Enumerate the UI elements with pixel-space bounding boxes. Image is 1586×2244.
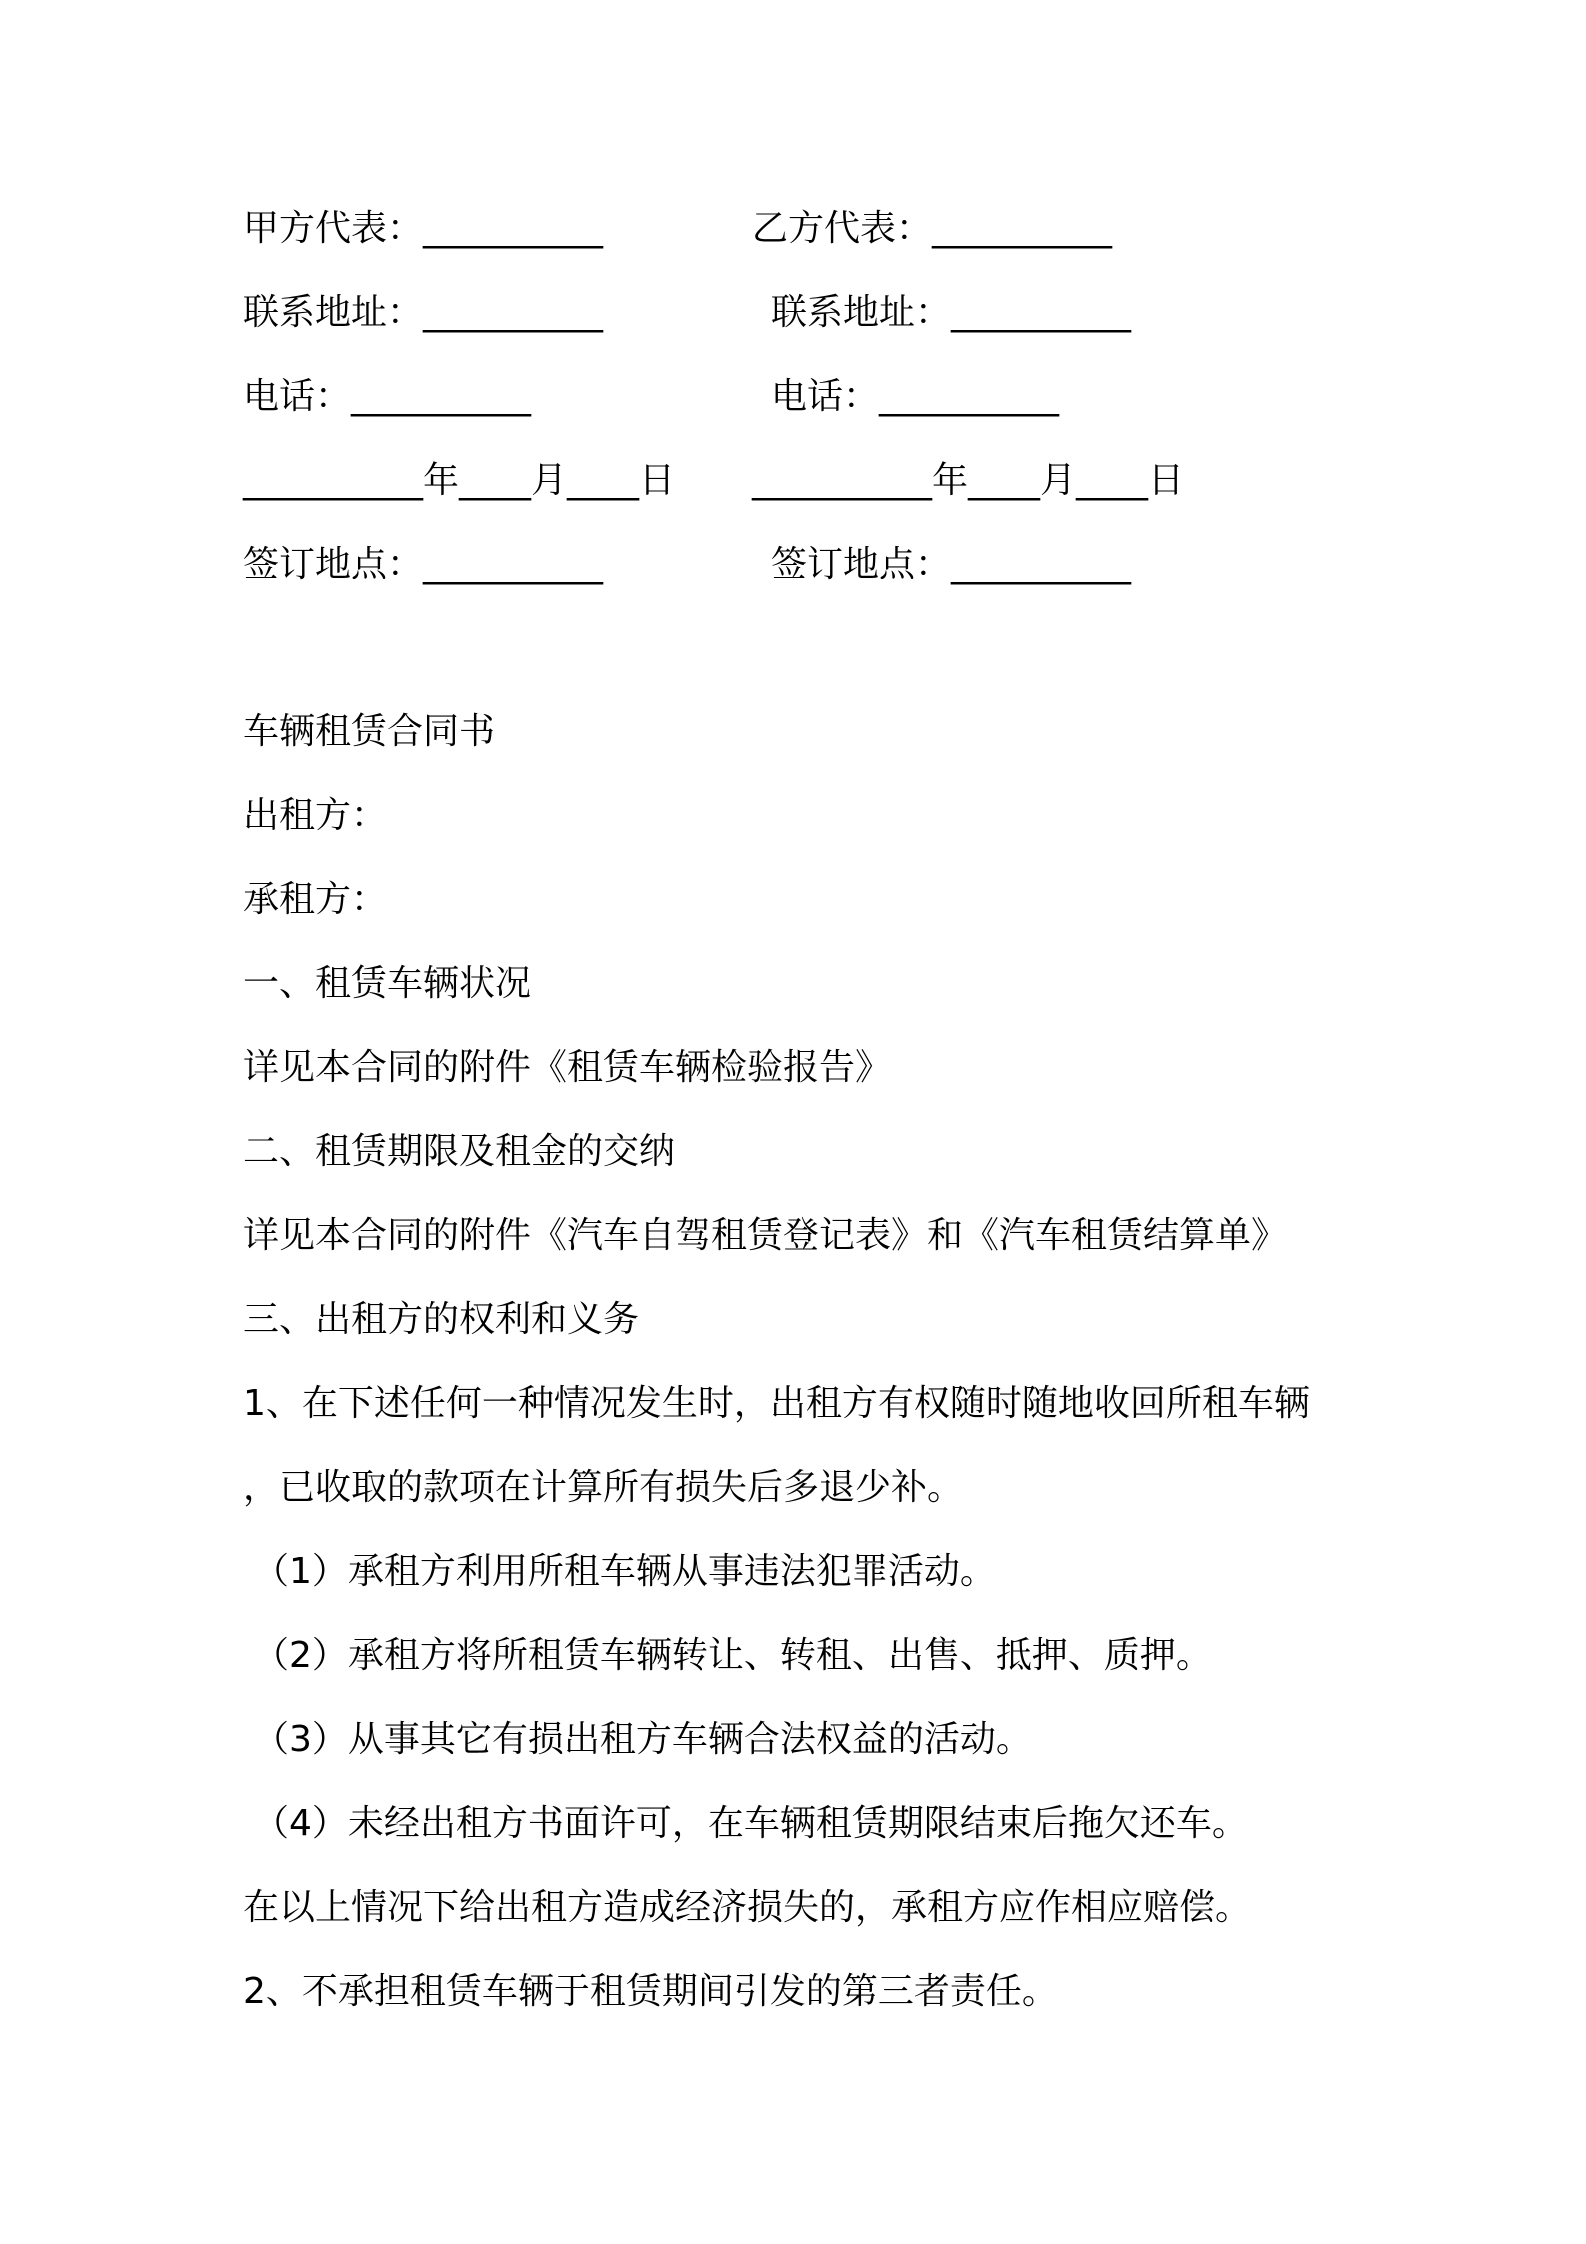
party-b-phone: 电话：__________ [771,376,1060,417]
contract-title: 车辆租赁合同书 [243,711,496,752]
lessee-label: 承租方： [243,879,388,920]
sub-item-2: （2）承租方将所租赁车辆转让、转租、出售、抵押、质押。 [253,1635,1212,1676]
party-a-date: __________年____月____日 [243,460,675,501]
item-1-line-2: ，已收取的款项在计算所有损失后多退少补。 [243,1467,964,1508]
lessor-label: 出租方： [243,795,388,836]
party-b-date: __________年____月____日 [752,460,1184,501]
section-2-text: 详见本合同的附件《汽车自驾租赁登记表》和《汽车租赁结算单》 [243,1215,1288,1256]
sub-item-4: （4）未经出租方书面许可，在车辆租赁期限结束后拖欠还车。 [253,1803,1248,1844]
party-a-representative: 甲方代表：__________ [243,208,604,249]
section-1-heading: 一、租赁车辆状况 [243,963,532,1004]
party-b-representative: 乙方代表：__________ [752,208,1113,249]
compensation-clause: 在以上情况下给出租方造成经济损失的，承租方应作相应赔偿。 [243,1887,1252,1928]
party-a-address: 联系地址：__________ [243,292,604,333]
party-a-phone: 电话：__________ [243,376,532,417]
section-2-heading: 二、租赁期限及租金的交纳 [243,1131,676,1172]
party-a-signing-place: 签订地点：__________ [243,544,604,585]
item-1-line-1: 1、在下述任何一种情况发生时，出租方有权随时随地收回所租车辆 [243,1383,1310,1424]
section-3-heading: 三、出租方的权利和义务 [243,1299,640,1340]
party-b-address: 联系地址：__________ [771,292,1132,333]
sub-item-3: （3）从事其它有损出租方车辆合法权益的活动。 [253,1719,1032,1760]
section-1-text: 详见本合同的附件《租赁车辆检验报告》 [243,1047,892,1088]
item-2: 2、不承担租赁车辆于租赁期间引发的第三者责任。 [243,1971,1058,2012]
party-b-signing-place: 签订地点：__________ [771,544,1132,585]
sub-item-1: （1）承租方利用所租车辆从事违法犯罪活动。 [253,1551,996,1592]
